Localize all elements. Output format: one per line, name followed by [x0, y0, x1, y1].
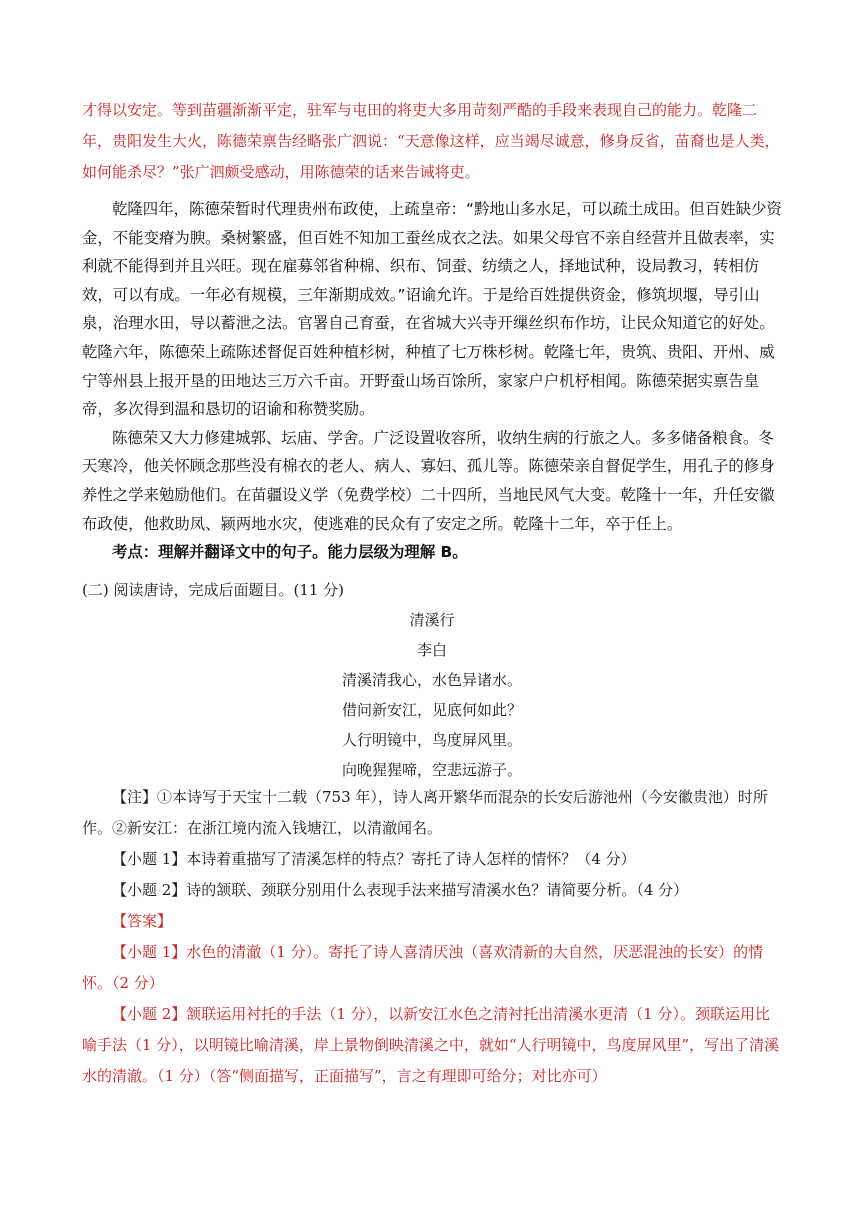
- scan-paragraph-2: 陈德荣又大力修建城郭、坛庙、学舍。广泛设置收容所，收纳生病的行旅之人。多多储备粮食。冬天寒冷，他关怀顾念那些没有棉衣的老人、病人、寡妇、孤儿等。陈德荣亲自督促学生，用孔子的修身养性之学来勉励他们。在苗疆设义学（免费学校）二十四所，当地民风气大变。乾隆十一年，升任安徽布政使，他救助凤、颍两地水灾，使逃难的民众有了安定之所。乾隆十二年，卒于任上。: [82, 428, 775, 533]
- poem-note: 【注】①本诗写于天宝十二载（753 年），诗人离开繁华而混杂的长安后游池州（今安徽贵池）时所作。②新安江：在浙江境内流入钱塘江，以清澈闻名。: [82, 788, 768, 837]
- scanned-text-block: [82, 195, 782, 567]
- kaodian-line: 考点：理解并翻译文中的句子。能力层级为理解 B。: [112, 543, 468, 562]
- scan-paragraph-1: 乾隆四年，陈德荣暂时代理贵州布政使，上疏皇帝：“黔地山多水足，可以疏土成田。但百姓缺少资金，不能变瘠为腴。桑树繁盛，但百姓不知加工蚕丝成衣之法。如果父母官不亲自经营并且做表率，实利就不能得到并且兴旺。现在雇募邻省种棉、织布、饲蚕、纺绩之人，择地试种，设局教习，转相仿效，可以有成。一年必有规模，三年渐期成效。”诏谕允许。于是给百姓提供资金，修筑坝堰，导引山泉，治理水田，导以蓄泄之法。官署自己育蚕，在省城大兴寺开缫丝织布作坊，让民众知道它的好处。乾隆六年，陈德荣上疏陈述督促百姓种植杉树，种植了七万株杉树。乾隆七年，贵筑、贵阳、开州、威宁等州县上报开垦的田地达三万六千亩。开野蚕山场百馀所，家家户户机杼相闻。陈德荣据实禀告皇帝，多次得到温和恳切的诏谕和称赞奖励。: [82, 200, 782, 419]
- poem-author: 李白: [416, 641, 447, 659]
- poem-line-3: 人行明镜中，鸟度屏风里。: [341, 731, 522, 749]
- answer-1: 【小题 1】水色的清澈（1 分）。寄托了诗人喜清厌浊（喜欢清新的大自然，厌恶混浊的长安）的情怀。（2 分）: [82, 943, 764, 992]
- question-2: 【小题 2】诗的颔联、颈联分别用什么表现手法来描写清溪水色？请简要分析。（4 分）: [112, 881, 689, 899]
- questions-block: [82, 782, 782, 1092]
- poem-block: [82, 605, 782, 785]
- section-heading: (二) 阅读唐诗，完成后面题目。(11 分): [82, 581, 345, 599]
- answer-2: 【小题 2】颔联运用衬托的手法（1 分），以新安江水色之清衬托出清溪水更清（1 分）。颈联运用比喻手法（1 分），以明镜比喻清溪，岸上景物倒映清溪之中，就如“人行明镜中，鸟度屏风里”，写出了清溪水的清澈。（1 分）（答“侧面描写，正面描写”，言之有理即可给分；对比亦可）: [82, 1005, 780, 1085]
- red-intro-paragraph: 才得以安定。等到苗疆渐渐平定，驻军与屯田的将吏大多用苛刻严酷的手段来表现自己的能力。乾隆二年，贵阳发生大火，陈德荣禀告经略张广泗说：“天意像这样，应当竭尽诚意，修身反省，苗裔也是人类，如何能杀尽？”张广泗颇受感动，用陈德荣的话来告诫将吏。: [82, 101, 780, 181]
- poem-title: 清溪行: [409, 611, 455, 629]
- question-1: 【小题 1】本诗着重描写了清溪怎样的特点？寄托了诗人怎样的情怀？（4 分）: [112, 850, 636, 868]
- red-intro-block: [82, 95, 782, 188]
- poem-line-1: 清溪清我心，水色异诸水。: [341, 671, 522, 689]
- section-two-block: [82, 575, 782, 606]
- poem-line-4: 向晚猩猩啼，空悲远游子。: [341, 761, 522, 779]
- answer-label: 【答案】: [112, 912, 173, 930]
- poem-line-2: 借问新安江，见底何如此？: [341, 701, 522, 719]
